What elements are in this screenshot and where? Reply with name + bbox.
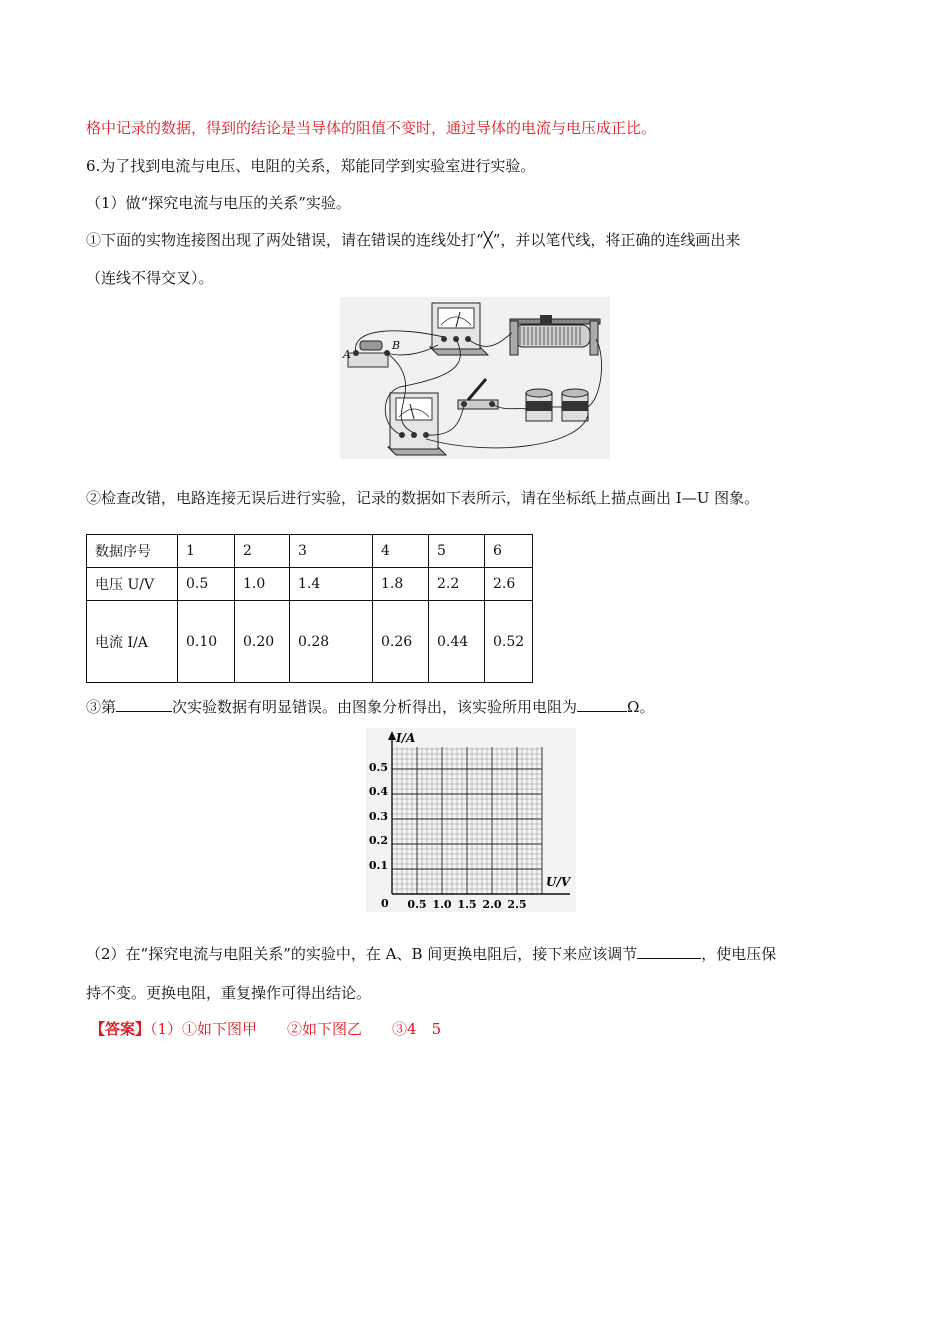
circuit-diagram [340,297,610,459]
table-row [87,568,533,601]
table-cell: 2.6 [485,568,533,601]
table-cell: 3 [290,535,373,568]
table-cell: 2.2 [429,568,485,601]
x-tick-label: 2.5 [507,898,527,911]
table-cell: 1.4 [290,568,373,601]
step-3-middle: 次实验数据有明显错误。由图象分析得出，该实验所用电阻为 [172,698,578,716]
table-cell: 0.5 [178,568,235,601]
table-cell: 0.26 [373,601,429,683]
table-cell: 1.0 [235,568,290,601]
x-tick-label: 0.5 [407,898,427,911]
table-cell: 0.52 [485,601,533,683]
data-table [86,534,533,683]
table-cell: 1 [178,535,235,568]
voltmeter [388,393,446,455]
battery-right [562,389,588,421]
x-tick-label: 1.0 [432,898,452,911]
table-cell: 0.44 [429,601,485,683]
answer-blank-trial [116,697,172,712]
table-cell: 数据序号 [87,535,178,568]
step-3-prefix: ③第 [86,698,117,716]
x-axis-label: U/V [546,875,571,889]
step-3-suffix: Ω。 [627,698,655,716]
label-b: B [392,339,401,352]
battery-left [526,389,552,421]
table-cell: 5 [429,535,485,568]
table-row [87,535,533,568]
answer-tag: 【答案】 [90,1020,151,1038]
table-cell: 0.10 [178,601,235,683]
y-tick-label: 0.2 [368,834,388,847]
answer-body: （1）①如下图甲 ②如下图乙 ③4 5 [150,1020,442,1038]
y-tick-label: 0.1 [368,859,388,872]
part-2-continuation: 持不变。更换电阻，重复操作可得出结论。 [86,984,372,1002]
origin-label: 0 [381,897,389,910]
part-1-heading: （1）做“探究电流与电压的关系”实验。 [86,194,351,212]
answer-line [90,1019,441,1039]
table-cell: 6 [485,535,533,568]
x-tick-label: 2.0 [482,898,502,911]
table-cell: 1.8 [373,568,429,601]
step-2-text: ②检查改错，电路连接无误后进行实验，记录的数据如下表所示，请在坐标纸上描点画出 I—U 图象。 [86,489,760,507]
part-2-prefix: （2）在“探究电流与电阻关系”的实验中，在 A、B 间更换电阻后，接下来应该调节 [86,945,638,963]
step-3-text [86,697,654,717]
part-2-middle: ，使电压保 [701,945,777,963]
table-cell: 0.28 [290,601,373,683]
step-1-text: ①下面的实物连接图出现了两处错误，请在错误的连线处打“╳”，并以笔代线，将正确的连线画出来 [86,231,741,249]
label-a: A [343,348,351,361]
table-cell: 2 [235,535,290,568]
y-axis-label: I/A [396,731,416,745]
table-cell: 电压 U/V [87,568,178,601]
x-tick-label: 1.5 [457,898,477,911]
intro-red-text: 格中记录的数据，得到的结论是当导体的阻值不变时，通过导体的电流与电压成正比。 [86,119,657,137]
answer-blank-resistance [577,697,627,712]
step-1-note: （连线不得交叉）。 [86,269,214,287]
part-2-text [86,944,776,964]
question-6-title: 6.为了找到电流与电压、电阻的关系，郑能同学到实验室进行实验。 [86,157,536,175]
table-cell: 0.20 [235,601,290,683]
y-tick-label: 0.4 [368,785,388,798]
y-tick-label: 0.5 [368,761,388,774]
answer-blank-adjust [637,944,701,959]
table-row [87,601,533,683]
table-cell: 电流 I/A [87,601,178,683]
y-tick-label: 0.3 [368,810,388,823]
coordinate-grid [366,728,576,912]
table-cell: 4 [373,535,429,568]
